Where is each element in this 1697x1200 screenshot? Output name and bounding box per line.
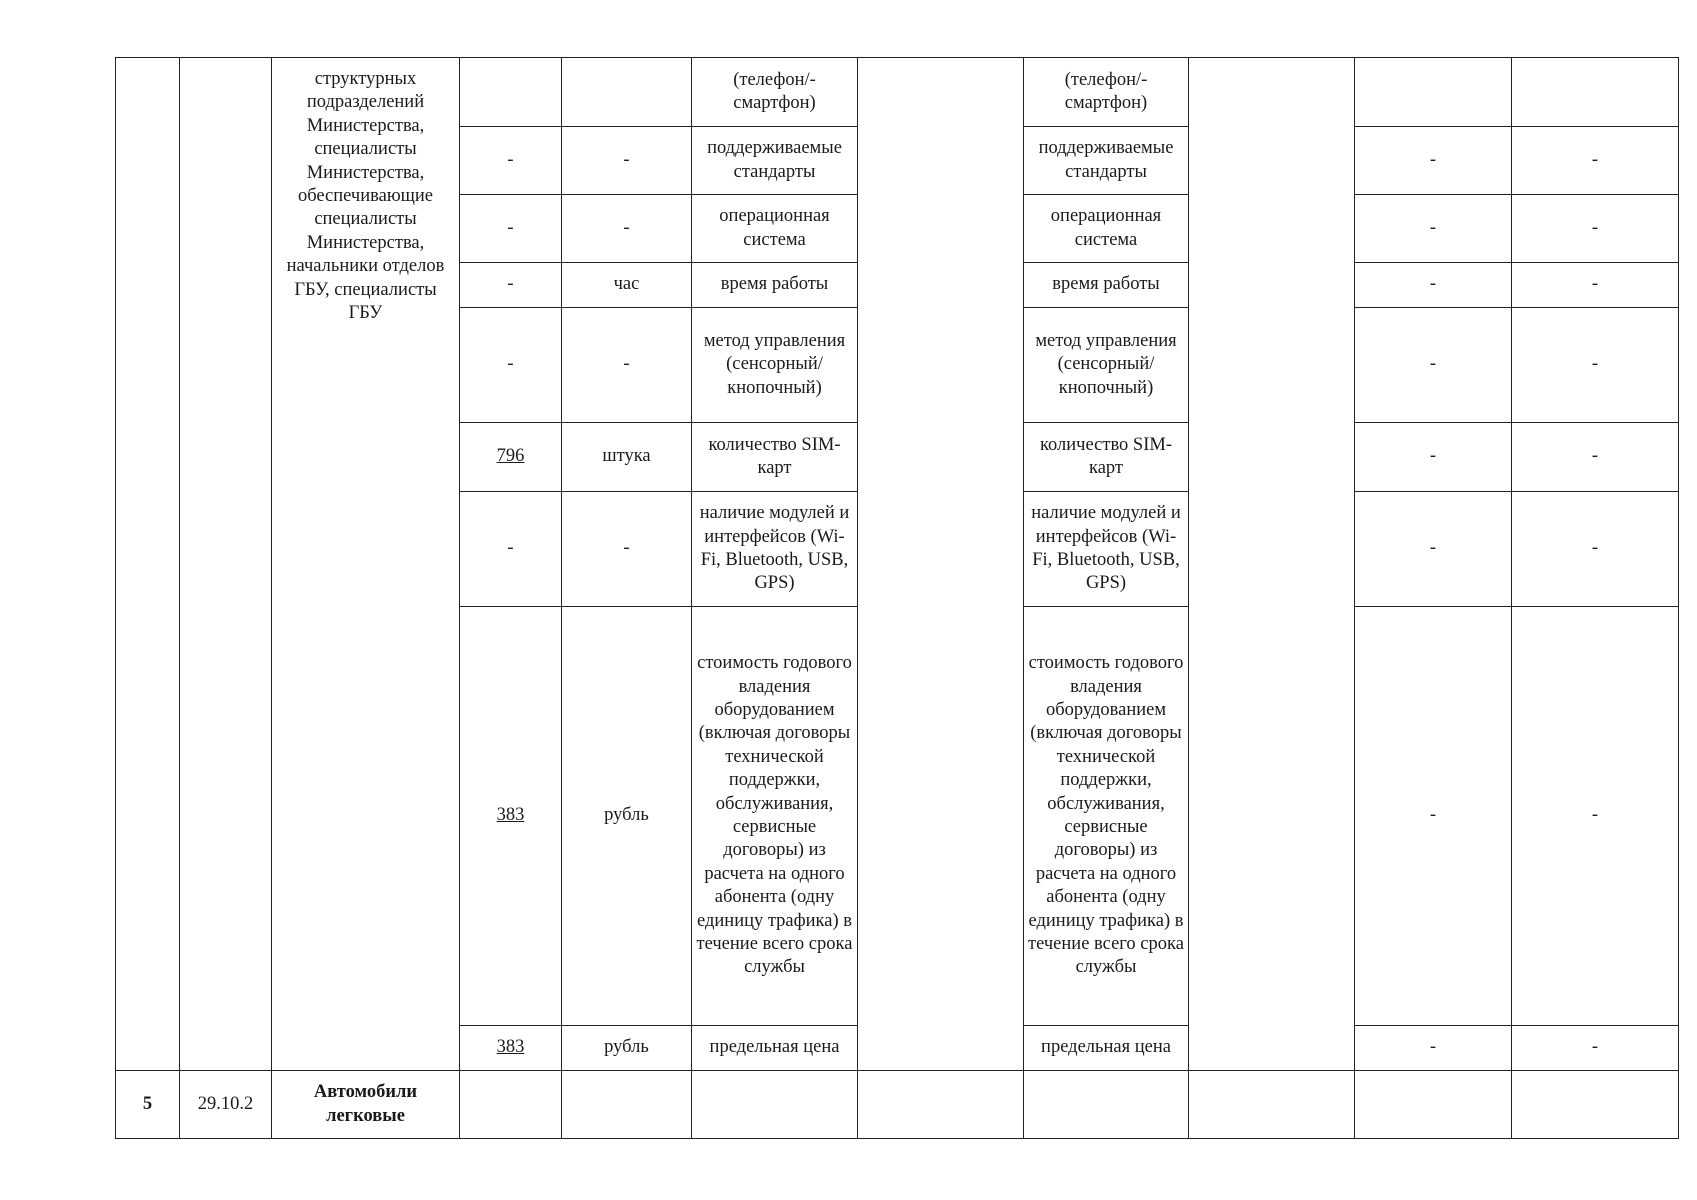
- characteristic-cell-2: количество SIM-карт: [1024, 423, 1189, 492]
- section-number-cell: 5: [116, 1071, 180, 1139]
- value-cell-merged-2: [1189, 58, 1355, 1071]
- extra-value-cell-2: -: [1512, 263, 1679, 308]
- empty-cell: [1024, 1071, 1189, 1139]
- empty-cell: [562, 1071, 692, 1139]
- value-cell-merged: [858, 58, 1024, 1071]
- extra-value-cell: -: [1355, 127, 1512, 195]
- characteristic-cell-2: поддерживаемые стандарты: [1024, 127, 1189, 195]
- okei-code-cell: -: [460, 263, 562, 308]
- requirements-table: [115, 57, 1679, 1139]
- okei-code-cell: [460, 58, 562, 127]
- characteristic-cell-2: наличие модулей и интерфейсов (Wi-Fi, Bluetooth, USB, GPS): [1024, 492, 1189, 607]
- characteristic-cell: поддерживаемые стандарты: [692, 127, 858, 195]
- characteristic-cell-2: предельная цена: [1024, 1026, 1189, 1071]
- okei-code-cell: -: [460, 492, 562, 607]
- characteristic-cell-2: операционная система: [1024, 195, 1189, 263]
- extra-value-cell: -: [1355, 607, 1512, 1026]
- unit-cell: штука: [562, 423, 692, 492]
- extra-value-cell-2: -: [1512, 492, 1679, 607]
- okpd-code-cell: 29.10.2: [180, 1071, 272, 1139]
- characteristic-cell: операционная система: [692, 195, 858, 263]
- characteristic-cell: (телефон/-смартфон): [692, 58, 858, 127]
- okei-code-link[interactable]: 383: [496, 1037, 525, 1058]
- okei-code-cell: [460, 607, 562, 1026]
- extra-value-cell-2: -: [1512, 1026, 1679, 1071]
- empty-cell: [460, 1071, 562, 1139]
- extra-value-cell: -: [1355, 195, 1512, 263]
- table-row: [116, 58, 1679, 127]
- unit-cell: рубль: [562, 607, 692, 1026]
- positions-cell: структурных подразделений Министерства, специалисты Министерства, обеспечивающие специалисты Министерства, начальники отделов ГБУ, специалисты ГБУ: [272, 58, 460, 1071]
- okpd-cell: [180, 58, 272, 1071]
- extra-value-cell-2: -: [1512, 127, 1679, 195]
- characteristic-cell: наличие модулей и интерфейсов (Wi-Fi, Bluetooth, USB, GPS): [692, 492, 858, 607]
- extra-value-cell: -: [1355, 492, 1512, 607]
- characteristic-cell: стоимость годового владения оборудованием (включая договоры технической поддержки, обслуживания, сервисные договоры) из расчета на одного абонента (одну единицу трафика) в течение всего срока службы: [692, 607, 858, 1026]
- empty-cell: [1512, 1071, 1679, 1139]
- unit-cell: -: [562, 308, 692, 423]
- characteristic-cell-2: стоимость годового владения оборудованием (включая договоры технической поддержки, обслуживания, сервисные договоры) из расчета на одного абонента (одну единицу трафика) в течение всего срока службы: [1024, 607, 1189, 1026]
- unit-cell: [562, 58, 692, 127]
- unit-cell: рубль: [562, 1026, 692, 1071]
- okei-code-cell: [460, 1026, 562, 1071]
- section-name-cell: Автомобили легковые: [272, 1071, 460, 1139]
- extra-value-cell-2: -: [1512, 423, 1679, 492]
- okei-code-link[interactable]: 796: [496, 446, 525, 467]
- unit-cell: -: [562, 492, 692, 607]
- number-cell: [116, 58, 180, 1071]
- empty-cell: [858, 1071, 1024, 1139]
- empty-cell: [692, 1071, 858, 1139]
- characteristic-cell: количество SIM-карт: [692, 423, 858, 492]
- okei-code-cell: [460, 423, 562, 492]
- characteristic-cell-2: метод управления (сенсорный/кнопочный): [1024, 308, 1189, 423]
- extra-value-cell-2: -: [1512, 607, 1679, 1026]
- empty-cell: [1355, 1071, 1512, 1139]
- extra-value-cell: -: [1355, 308, 1512, 423]
- table-row-section-5: [116, 1071, 1679, 1139]
- extra-value-cell: -: [1355, 263, 1512, 308]
- characteristic-cell: предельная цена: [692, 1026, 858, 1071]
- characteristic-cell-2: время работы: [1024, 263, 1189, 308]
- extra-value-cell-2: -: [1512, 308, 1679, 423]
- unit-cell: -: [562, 195, 692, 263]
- okei-code-cell: -: [460, 195, 562, 263]
- extra-value-cell: -: [1355, 423, 1512, 492]
- characteristic-cell-2: (телефон/-смартфон): [1024, 58, 1189, 127]
- okei-code-cell: -: [460, 308, 562, 423]
- extra-value-cell: [1355, 58, 1512, 127]
- characteristic-cell: метод управления (сенсорный/кнопочный): [692, 308, 858, 423]
- extra-value-cell-2: [1512, 58, 1679, 127]
- characteristic-cell: время работы: [692, 263, 858, 308]
- okei-code-link[interactable]: 383: [496, 805, 525, 826]
- empty-cell: [1189, 1071, 1355, 1139]
- unit-cell: -: [562, 127, 692, 195]
- extra-value-cell-2: -: [1512, 195, 1679, 263]
- extra-value-cell: -: [1355, 1026, 1512, 1071]
- unit-cell: час: [562, 263, 692, 308]
- okei-code-cell: -: [460, 127, 562, 195]
